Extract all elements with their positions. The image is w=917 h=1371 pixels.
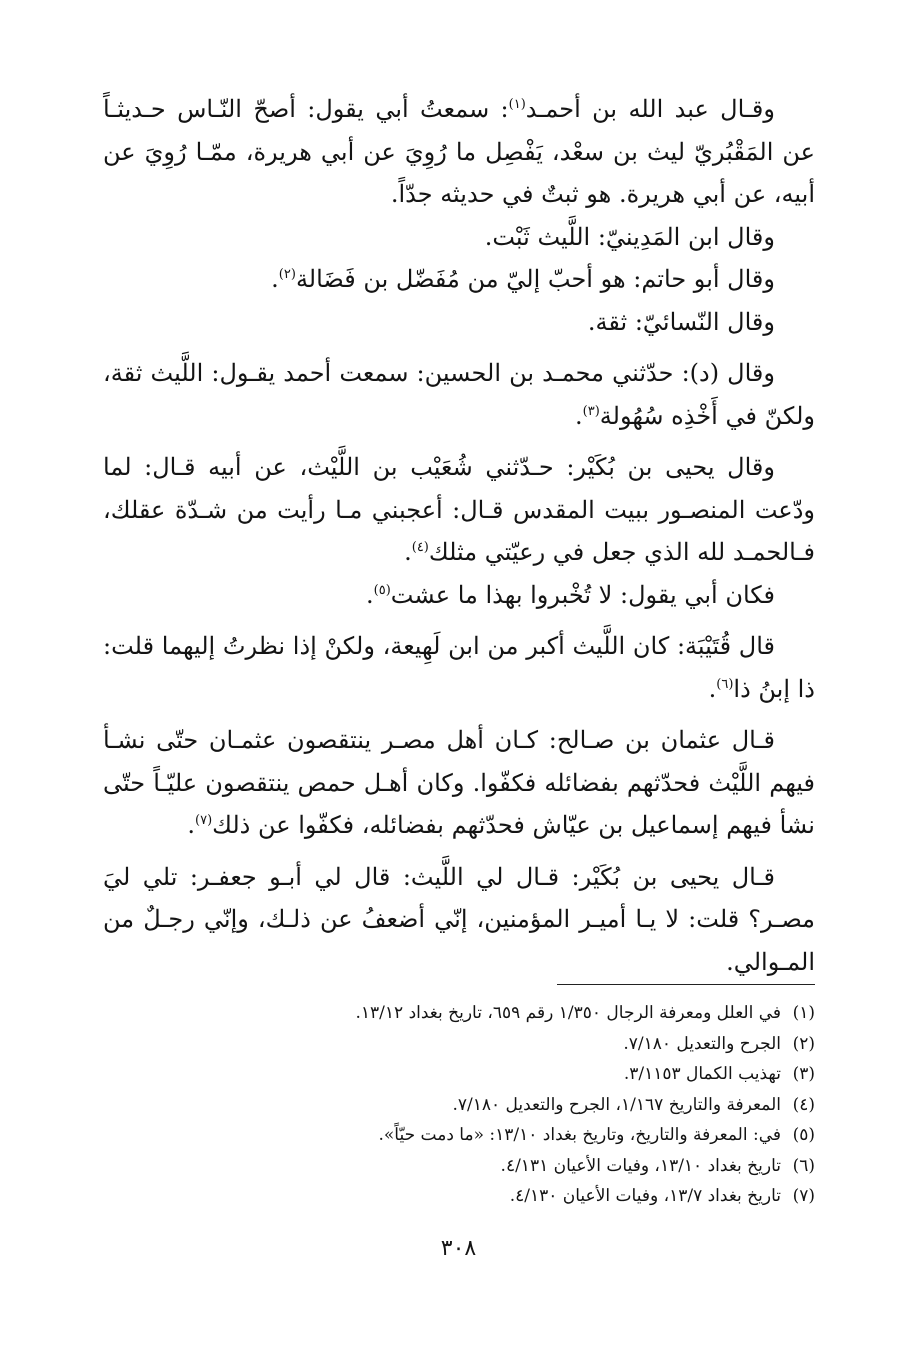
paragraph-text-continued: . (365, 580, 374, 609)
paragraph (103, 301, 815, 344)
paragraph (103, 856, 815, 984)
paragraph-text: وقال أبو حاتم: هو أحبّ إليّ من مُفَضّل بن فَضَالة (295, 265, 775, 293)
footnote-text: تاريخ بغداد ١٣/٧، وفيات الأعيان ٤/١٣٠. (509, 1186, 781, 1206)
footnote-number: (٦) (792, 1155, 815, 1176)
paragraph (103, 719, 815, 847)
paragraph-text: وقال يحيى بن بُكَيْر: حـدّثني شُعَيْب بن اللَّيْث، عن أبيه قـال: لما ودّعت المنصـور ببيت المقدس قـال: أعجبني مـا رأيت من شـدّة عقلك، فـالحمـد لله الذي جعل في رعيّتي مثلك (103, 453, 815, 566)
paragraph-text: فكان أبي يقول: لا تُخْبروا بهذا ما عشت (390, 580, 775, 609)
footnote-reference[interactable]: (٥) (373, 582, 391, 598)
footnote-reference[interactable]: (٤) (411, 540, 429, 555)
footnote-reference[interactable]: (٧) (195, 813, 213, 828)
footnote-reference[interactable]: (٣) (582, 403, 600, 419)
footnote-text: الجرح والتعديل ٧/١٨٠. (623, 1033, 781, 1054)
paragraph-text-continued: . (575, 401, 583, 430)
paragraph-text-continued: . (404, 538, 412, 566)
footnotes (103, 998, 815, 1212)
footnote (103, 1090, 815, 1121)
footnote (103, 1181, 815, 1212)
footnote (103, 1029, 815, 1060)
paragraph-text: قـال عثمان بن صـالح: كـان أهل مصـر ينتقصون عثمـان حتّى نشـأ فيهم اللَّيْث فحدّثهم بفضائله فكفّوا. وكان أهـل حمص ينتقصون عليّـاً حتّى نشأ فيهم إسماعيل بن عيّاش فحدّثهم بفضائله، فكفّوا عن ذلك (103, 726, 815, 839)
footnote-text: المعرفة والتاريخ ١/١٦٧، الجرح والتعديل ٧/١٨٠. (452, 1094, 781, 1115)
paragraph-text: وقال النّسائيّ: ثقة. (587, 307, 775, 336)
main-text (103, 88, 815, 992)
footnote-number: (٢) (792, 1033, 815, 1054)
paragraph-text-continued: . (708, 674, 717, 703)
footnote (103, 1151, 815, 1182)
paragraph-text-continued: . (187, 811, 195, 839)
footnote-number: (٥) (792, 1125, 815, 1145)
paragraph (103, 574, 815, 617)
footnote-number: (١) (792, 1003, 815, 1023)
paragraph-text: قال قُتَيْبَة: كان اللَّيث أكبر من ابن لَهِيعة، ولكنْ إذا نظرتُ إليهما قلت: ذا إبنُ ذا (103, 632, 815, 703)
paragraph-text: قـال يحيى بن بُكَيْر: قـال لي اللَّيث: قال لي أبـو جعفـر: تلي ليَ مصـر؟ قلت: لا يـا أميـر المؤمنين، إنّي أضعفُ عن ذلـك، وإنّي رجـلٌ من المـوالي. (103, 862, 815, 976)
footnote-reference[interactable]: (١) (508, 97, 526, 112)
paragraph-text: وقال ابن المَدِينيّ: اللَّيث ثَبْت. (484, 222, 775, 251)
footnote-text: في العلل ومعرفة الرجال ١/٣٥٠ رقم ٦٥٩، تاريخ بغداد ١٣/١٢. (355, 1003, 781, 1023)
paragraph (103, 352, 815, 437)
footnote (103, 1059, 815, 1090)
footnote (103, 1120, 815, 1151)
footnote-reference[interactable]: (٢) (278, 267, 296, 282)
paragraph-text: وقـال عبد الله بن أحمـد (525, 95, 775, 123)
paragraph (103, 446, 815, 574)
footnote-number: (٧) (792, 1186, 815, 1206)
paragraph-text-continued: : سمعتُ أبي يقول: أصحّ النّـاس حـديثـاً عن المَقْبُريّ ليث بن سعْد، يَفْصِل ما رُوِيَ عن أبي هريرة، ممّـا رُوِيَ عن أبيه، عن أبي هريرة. هو ثبتٌ في حديثه جدّاً. (103, 95, 815, 208)
footnote-text: في: المعرفة والتاريخ، وتاريخ بغداد ١٣/١٠: «ما دمت حيّاً». (378, 1125, 781, 1145)
page-number: ٣٠٨ (440, 1236, 477, 1261)
footnote-text: تاريخ بغداد ١٣/١٠، وفيات الأعيان ٤/١٣١. (500, 1155, 781, 1176)
footnote (103, 998, 815, 1029)
paragraph (103, 258, 815, 301)
paragraph (103, 625, 815, 710)
paragraph (103, 88, 815, 216)
footnote-number: (٤) (792, 1094, 815, 1115)
footnote-reference[interactable]: (٦) (716, 676, 734, 692)
paragraph-text-continued: . (271, 265, 279, 293)
footnote-number: (٣) (792, 1064, 815, 1084)
paragraph-text: وقال (د): حدّثني محمـد بن الحسين: سمعت أحمد يقـول: اللَّيث ثقة، ولكنّ في أَخْذِه سُهُولة (103, 359, 815, 430)
paragraph (103, 216, 815, 259)
footnote-divider (557, 984, 815, 985)
footnote-text: تهذيب الكمال ٣/١١٥٣. (623, 1064, 781, 1084)
